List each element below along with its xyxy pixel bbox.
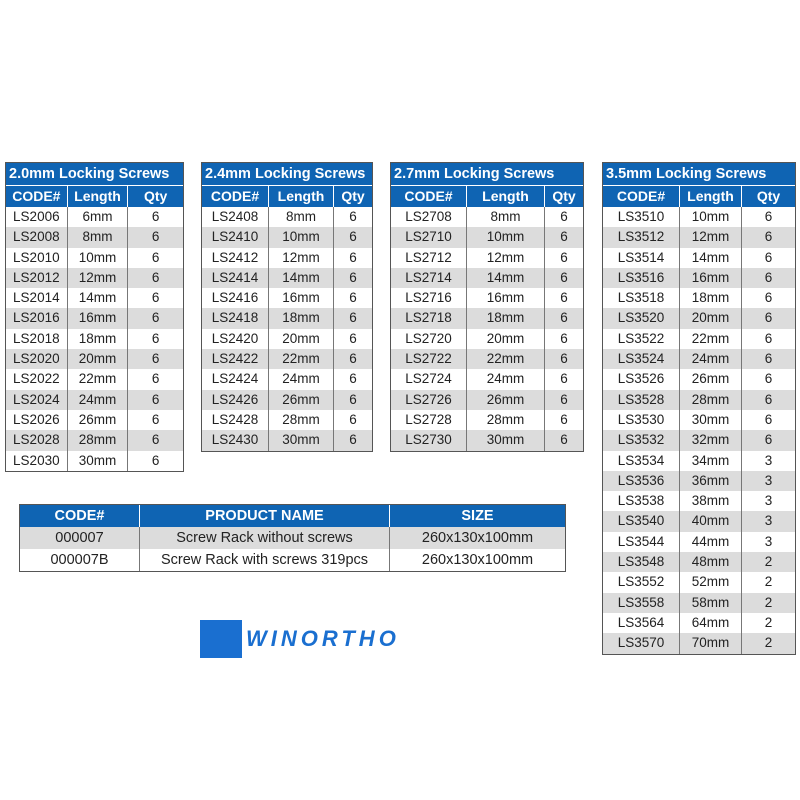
cell: LS2418 (202, 308, 269, 328)
cell: 22mm (467, 349, 545, 369)
cell: 6 (349, 229, 357, 245)
cell: 8mm (68, 227, 129, 247)
cell: LS2006 (6, 207, 68, 227)
cell: 6 (349, 411, 357, 427)
table-row (6, 248, 183, 268)
table-row (202, 410, 372, 430)
cell: CODE# (391, 186, 467, 207)
cell: 260x130x100mm (421, 530, 534, 546)
table-row (6, 268, 183, 288)
table-row (391, 390, 583, 410)
table-row (391, 369, 583, 389)
product-table (19, 504, 566, 572)
cell: 10mm (68, 248, 129, 268)
cell: 16mm (68, 308, 129, 328)
cell: 6 (151, 432, 160, 448)
cell: 6 (560, 391, 568, 407)
cell: LS3514 (603, 248, 680, 268)
cell: 14mm (467, 268, 545, 288)
cell: 20mm (467, 329, 545, 349)
cell: 30mm (68, 451, 129, 471)
cell: 2 (764, 554, 773, 570)
cell: 6 (349, 290, 357, 306)
table-title: 2.0mm Locking Screws (6, 163, 183, 186)
table-row (6, 410, 183, 430)
cell: 10mm (467, 227, 545, 247)
cell: LS3520 (603, 308, 680, 328)
table-row (6, 369, 183, 389)
table-row (391, 329, 583, 349)
cell: LS2014 (6, 288, 68, 308)
table-row (6, 329, 183, 349)
table-row (603, 329, 795, 349)
cell: 22mm (68, 369, 129, 389)
cell: 3 (764, 513, 773, 529)
cell: LS2718 (391, 308, 467, 328)
table-row (6, 430, 183, 450)
cell: 6 (151, 330, 160, 346)
cell: LS3524 (603, 349, 680, 369)
cell: 6 (151, 310, 160, 326)
table-row (202, 390, 372, 410)
cell: LS3564 (603, 613, 680, 633)
cell: 40mm (680, 511, 742, 531)
table-row (20, 527, 565, 549)
cell: 6 (764, 411, 773, 427)
cell: 24mm (680, 349, 742, 369)
table-row (603, 613, 795, 633)
cell: LS3516 (603, 268, 680, 288)
table-row (6, 349, 183, 369)
cell: 6 (764, 371, 773, 387)
table-row (603, 288, 795, 308)
table-row (603, 410, 795, 430)
cell: 10mm (269, 227, 334, 247)
cell: LS2710 (391, 227, 467, 247)
cell: 24mm (68, 390, 129, 410)
cell: LS2424 (202, 369, 269, 389)
cell: LS3518 (603, 288, 680, 308)
cell: LS3558 (603, 593, 680, 613)
cell: 48mm (680, 552, 742, 572)
cell: 6 (560, 249, 568, 265)
cell: 6 (764, 229, 773, 245)
cell: 6 (349, 249, 357, 265)
table-2-7mm (390, 162, 584, 452)
cell: 6 (560, 351, 568, 367)
cell: 18mm (467, 308, 545, 328)
table-row (603, 511, 795, 531)
table-row (603, 227, 795, 247)
cell: 36mm (680, 471, 742, 491)
table-row (603, 451, 795, 471)
header-row (603, 186, 795, 207)
cell: LS2410 (202, 227, 269, 247)
winortho-logo (200, 620, 400, 658)
table-row (603, 390, 795, 410)
table-row (202, 207, 372, 227)
cell: 6 (349, 371, 357, 387)
cell: 64mm (680, 613, 742, 633)
cell: 24mm (467, 369, 545, 389)
table-row (603, 532, 795, 552)
cell: 20mm (68, 349, 129, 369)
cell: 20mm (269, 329, 334, 349)
cell: LS2722 (391, 349, 467, 369)
cell: 6 (349, 330, 357, 346)
table-row (391, 288, 583, 308)
cell: 3 (764, 493, 773, 509)
table-2-4mm (201, 162, 373, 452)
table-row (603, 552, 795, 572)
cell: 3 (764, 452, 773, 468)
cell: 18mm (269, 308, 334, 328)
cell: 58mm (680, 593, 742, 613)
table-title: 2.7mm Locking Screws (391, 163, 583, 186)
table-row (603, 207, 795, 227)
cell: LS3510 (603, 207, 680, 227)
cell: 28mm (680, 390, 742, 410)
cell: SIZE (461, 508, 494, 524)
cell: CODE# (6, 186, 68, 207)
cell: LS3538 (603, 491, 680, 511)
cell: 6 (560, 269, 568, 285)
cell: 28mm (269, 410, 334, 430)
cell: 6 (764, 290, 773, 306)
table-row (603, 572, 795, 592)
table-2-0mm (5, 162, 184, 472)
table-row (6, 451, 183, 471)
cell: 6 (764, 351, 773, 367)
cell: 44mm (680, 532, 742, 552)
table-row (391, 410, 583, 430)
cell: 28mm (68, 430, 129, 450)
cell: LS3512 (603, 227, 680, 247)
cell: 6 (764, 310, 773, 326)
cell: 6 (349, 209, 357, 224)
cell: 000007B (20, 549, 140, 571)
cell: 6 (349, 391, 357, 407)
cell: 16mm (680, 268, 742, 288)
cell: 26mm (680, 369, 742, 389)
cell: 28mm (467, 410, 545, 430)
table-row (603, 369, 795, 389)
logo-text: WINORTHO (246, 626, 400, 651)
table-row (202, 227, 372, 247)
cell: 6 (151, 411, 160, 427)
cell: 6 (349, 432, 357, 448)
cell: 6 (151, 452, 160, 468)
cell: LS2030 (6, 451, 68, 471)
cell: Length (467, 186, 545, 207)
cell: CODE# (20, 505, 140, 527)
table-row (202, 268, 372, 288)
cell: 6mm (68, 207, 129, 227)
cell: 6 (764, 330, 773, 346)
cell: 12mm (467, 248, 545, 268)
cell: 26mm (467, 390, 545, 410)
cell: 6 (151, 351, 160, 367)
cell: 18mm (680, 288, 742, 308)
cell: 14mm (68, 288, 129, 308)
cell: LS2020 (6, 349, 68, 369)
table-row (603, 430, 795, 450)
cell: 14mm (269, 268, 334, 288)
cell: 6 (560, 330, 568, 346)
cell: LS2008 (6, 227, 68, 247)
cell: 30mm (467, 430, 545, 450)
cell: 6 (560, 411, 568, 427)
cell: LS3532 (603, 430, 680, 450)
table-row (391, 248, 583, 268)
cell: 6 (151, 391, 160, 407)
cell: Qty (552, 188, 576, 204)
cell: 38mm (680, 491, 742, 511)
cell: LS2730 (391, 430, 467, 450)
cell: 6 (764, 391, 773, 407)
table-row (391, 430, 583, 450)
cell: 6 (151, 209, 160, 224)
cell: LS2708 (391, 207, 467, 227)
cell: LS3534 (603, 451, 680, 471)
table-row (391, 268, 583, 288)
cell: LS2720 (391, 329, 467, 349)
cell: LS3552 (603, 572, 680, 592)
cell: LS2712 (391, 248, 467, 268)
cell: LS2726 (391, 390, 467, 410)
cell: LS2012 (6, 268, 68, 288)
cell: 260x130x100mm (421, 552, 534, 568)
cell: 3 (764, 472, 773, 488)
cell: Screw Rack with screws 319pcs (140, 549, 390, 571)
cell: 16mm (467, 288, 545, 308)
logo-mark-icon (200, 620, 242, 658)
table-row (202, 329, 372, 349)
cell: Qty (756, 188, 781, 204)
cell: LS3522 (603, 329, 680, 349)
cell: LS2022 (6, 369, 68, 389)
table-row (391, 349, 583, 369)
cell: 6 (151, 229, 160, 245)
cell: 26mm (269, 390, 334, 410)
cell: 6 (560, 432, 568, 448)
cell: Qty (341, 188, 365, 204)
cell: Length (680, 186, 742, 207)
cell: LS3544 (603, 532, 680, 552)
table-3-5mm (602, 162, 796, 655)
table-row (603, 491, 795, 511)
cell: LS3530 (603, 410, 680, 430)
table-row (202, 308, 372, 328)
cell: LS2018 (6, 329, 68, 349)
cell: LS2728 (391, 410, 467, 430)
table-row (6, 207, 183, 227)
cell: PRODUCT NAME (140, 505, 390, 527)
cell: LS2408 (202, 207, 269, 227)
cell: 6 (349, 269, 357, 285)
cell: 24mm (269, 369, 334, 389)
cell: 12mm (269, 248, 334, 268)
header-row (6, 186, 183, 207)
cell: LS2426 (202, 390, 269, 410)
cell: LS2028 (6, 430, 68, 450)
cell: CODE# (603, 186, 680, 207)
table-row (6, 308, 183, 328)
cell: 6 (560, 209, 568, 224)
cell: LS2010 (6, 248, 68, 268)
cell: LS3548 (603, 552, 680, 572)
header-row (202, 186, 372, 207)
cell: LS3536 (603, 471, 680, 491)
cell: 26mm (68, 410, 129, 430)
cell: 18mm (68, 329, 129, 349)
cell: 30mm (269, 430, 334, 450)
cell: Qty (143, 188, 168, 204)
cell: 30mm (680, 410, 742, 430)
table-row (202, 248, 372, 268)
cell: 6 (349, 351, 357, 367)
cell: 6 (560, 371, 568, 387)
cell: 2 (764, 635, 773, 651)
table-row (603, 248, 795, 268)
cell: LS2026 (6, 410, 68, 430)
cell: 10mm (680, 207, 742, 227)
cell: 3 (764, 533, 773, 549)
table-row (603, 593, 795, 613)
table-row (6, 227, 183, 247)
table-row (603, 349, 795, 369)
table-row (202, 430, 372, 450)
cell: 6 (560, 290, 568, 306)
cell: 8mm (467, 207, 545, 227)
cell: 6 (151, 269, 160, 285)
cell: LS2714 (391, 268, 467, 288)
cell: LS2430 (202, 430, 269, 450)
table-row (603, 633, 795, 653)
cell: 20mm (680, 308, 742, 328)
table-row (391, 227, 583, 247)
cell: LS2420 (202, 329, 269, 349)
table-row (202, 349, 372, 369)
cell: 6 (764, 269, 773, 285)
table-row (391, 308, 583, 328)
cell: CODE# (202, 186, 269, 207)
cell: 12mm (680, 227, 742, 247)
table-row (6, 288, 183, 308)
cell: 34mm (680, 451, 742, 471)
table-row (202, 288, 372, 308)
cell: 6 (764, 432, 773, 448)
table-row (603, 268, 795, 288)
cell: Length (269, 186, 334, 207)
cell: LS2724 (391, 369, 467, 389)
cell: LS2414 (202, 268, 269, 288)
cell: 6 (349, 310, 357, 326)
cell: 14mm (680, 248, 742, 268)
table-row (603, 471, 795, 491)
table-title: 2.4mm Locking Screws (202, 163, 372, 186)
cell: LS2416 (202, 288, 269, 308)
cell: LS2428 (202, 410, 269, 430)
cell: 70mm (680, 633, 742, 653)
cell: LS2422 (202, 349, 269, 369)
cell: 2 (764, 594, 773, 610)
cell: 6 (151, 290, 160, 306)
table-title: 3.5mm Locking Screws (603, 163, 795, 186)
cell: LS3540 (603, 511, 680, 531)
cell: 32mm (680, 430, 742, 450)
cell: LS3528 (603, 390, 680, 410)
table-row (20, 549, 565, 571)
table-row (603, 308, 795, 328)
header-row (391, 186, 583, 207)
cell: 16mm (269, 288, 334, 308)
table-row (202, 369, 372, 389)
cell: LS2716 (391, 288, 467, 308)
cell: 6 (764, 209, 773, 224)
table-row (6, 390, 183, 410)
cell: 2 (764, 574, 773, 590)
cell: 000007 (20, 527, 140, 549)
cell: 6 (151, 249, 160, 265)
cell: 12mm (68, 268, 129, 288)
header-row (20, 505, 565, 527)
cell: LS2412 (202, 248, 269, 268)
cell: 6 (560, 310, 568, 326)
cell: 6 (151, 371, 160, 387)
cell: LS3570 (603, 633, 680, 653)
cell: Screw Rack without screws (140, 527, 390, 549)
cell: 6 (560, 229, 568, 245)
cell: 8mm (269, 207, 334, 227)
cell: 2 (764, 614, 773, 630)
cell: 22mm (269, 349, 334, 369)
cell: LS2024 (6, 390, 68, 410)
cell: LS2016 (6, 308, 68, 328)
cell: 22mm (680, 329, 742, 349)
cell: 6 (764, 249, 773, 265)
cell: LS3526 (603, 369, 680, 389)
cell: 52mm (680, 572, 742, 592)
table-row (391, 207, 583, 227)
cell: Length (68, 186, 129, 207)
